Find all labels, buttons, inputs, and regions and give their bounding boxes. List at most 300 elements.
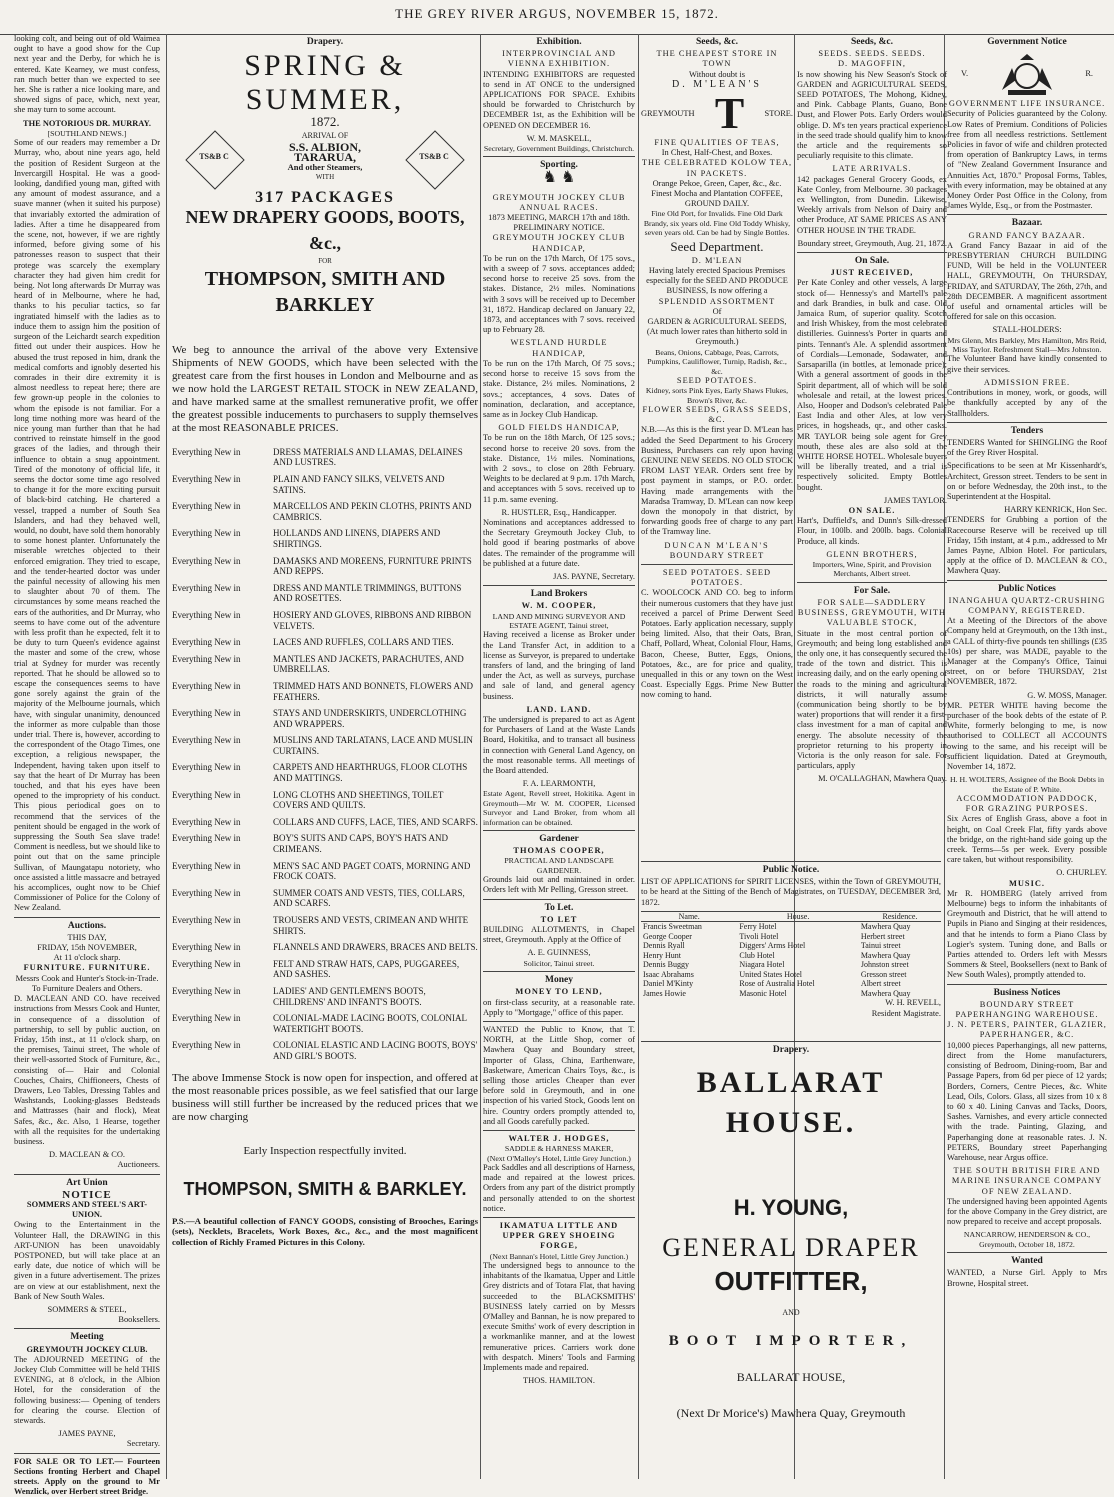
land-title: LAND. LAND. <box>526 704 592 714</box>
races-dates: 1873 MEETING, MARCH 17th and 18th. <box>488 213 630 223</box>
ballarat-address: (Next Dr Morice's) Mawhera Quay, Greymouth <box>676 1406 906 1421</box>
on-sale-body: Hart's, Duffield's, and Dunn's Silk-dressed Flour, in 100lb. and 200lb. bags. Colonial Produce, all kinds. <box>797 516 947 546</box>
table-cell: Tainui street <box>860 941 901 951</box>
goods-list-lead: Everything New in <box>172 582 241 593</box>
column-2 <box>172 34 478 1479</box>
coffee: Finest Mocha and Plantation COFFEE, GROUND DAILY. <box>651 189 783 209</box>
table-cell: Ferry Hotel <box>739 922 777 932</box>
section-heading-bazaar: Bazaar. <box>1011 218 1043 229</box>
table-cell: Albert street <box>860 979 901 989</box>
goods-list-item <box>172 708 478 729</box>
seed-owner: D. M'LEAN <box>691 255 743 265</box>
section-heading-auctions: Auctions. <box>67 920 107 931</box>
arrival-label: ARRIVAL OF <box>301 131 349 141</box>
glenn-name: GLENN BROTHERS, <box>826 549 918 559</box>
races-signature: JAS. PAYNE, Secretary. <box>553 571 635 581</box>
exhibition-signature: W. M. MASKELL, <box>526 133 592 143</box>
goods-list-item <box>172 610 478 631</box>
quartz-title: INANGAHUA QUARTZ-CRUSHING COMPANY, REGISTERED. <box>948 595 1106 615</box>
table-cell: Herbert street <box>860 931 905 941</box>
auction-subtitle: Messrs Cook and Hunter's Stock-in-Trade. <box>15 973 159 983</box>
handicap-title: GREYMOUTH JOCKEY CLUB HANDICAP, <box>492 233 626 253</box>
exhibition-role: Secretary, Government Buildings, Christchurch. <box>483 144 635 154</box>
meeting-signature: JAMES PAYNE, <box>58 1429 116 1439</box>
goods-list-goods: DRESS MATERIALS AND LLAMAS, DELAINES AND LUSTRES. <box>273 446 463 468</box>
table-cell: Rose of Australia Hotel <box>739 979 815 989</box>
section-heading-exhibition: Exhibition. <box>536 37 582 47</box>
t-logo: T <box>714 88 745 138</box>
goods-list-lead: Everything New in <box>172 474 241 484</box>
auction-title: FURNITURE. FURNITURE. <box>23 963 151 973</box>
goods-list-item <box>172 637 478 648</box>
potato-list: Kidney, sorts Pink Eyes, Early Shaws Flukes, Brown's River, &c. <box>645 386 789 405</box>
handicap-title: WESTLAND HURDLE HANDICAP, <box>510 338 608 358</box>
kolow-tea: THE CELEBRATED KOLOW TEA, IN PACKETS. <box>641 158 793 178</box>
goods-list-goods: COLLARS AND CUFFS, LACE, TIES, AND SCARFS. <box>273 816 478 827</box>
goods-list-goods: FELT AND STRAW HATS, CAPS, PUGGAREES, AND SASHES. <box>273 958 460 980</box>
story-source: [SOUTHLAND NEWS.] <box>47 128 127 138</box>
without-doubt: Without doubt is <box>689 69 745 79</box>
section-heading-wanted: Wanted <box>1011 1256 1043 1267</box>
goods-list-item <box>172 654 478 675</box>
seed-body: Having lately erected Spacious Premises especially for the SEED AND PRODUCE BUSINESS, Is now offering a <box>646 266 788 296</box>
money-title: MONEY TO LEND, <box>515 987 603 997</box>
to-let-signature: A. E. GUINNESS, <box>527 948 591 958</box>
table-cell: Johnston street <box>860 960 909 970</box>
teas-chests: In Chest, Half-Chest, and Boxes. <box>661 148 773 158</box>
white-notice: MR. PETER WHITE having become the purchaser of the book debts of the estate of P. White, formerly belonging to me, is now authorised to COLLECT all ACCOUNTS owing to the same, and his receipt will be sufficient liquidation. Dated at Greymouth, November 14, 1872. <box>947 700 1107 771</box>
store-line <box>641 90 793 138</box>
table-cell: Diggers' Arms Hotel <box>739 941 806 951</box>
exhibition-title: INTERPROVINCIAL AND VIENNA EXHIBITION. <box>502 49 616 69</box>
goods-list-lead: Everything New in <box>172 833 241 844</box>
for-sale-notice: FOR SALE OR TO LET.— Fourteen Sections fronting Herbert and Chapel streets. Apply on the ground to Mr Wenzlick, over Herbert street Bridge. <box>14 1456 160 1497</box>
goods-list-lead: Everything New in <box>172 958 241 969</box>
goods-list-item <box>172 447 478 468</box>
saddlery-title: FOR SALE—SADDLERY BUSINESS, GREYMOUTH, WITH VALUABLE STOCK, <box>797 597 947 628</box>
goods-list-goods: MUSLINS AND TARLATANS, LACE AND MUSLIN CURTAINS. <box>273 735 473 756</box>
goods-list-goods: LACES AND RUFFLES, COLLARS AND TIES. <box>273 637 454 648</box>
cheapest-store: THE CHEAPEST STORE IN TOWN <box>656 49 778 69</box>
hodges-address: (Next O'Malley's Hotel, Little Grey Junction.) <box>487 1153 631 1163</box>
table-cell: Niagara Hotel <box>739 960 785 970</box>
goods-list-goods: PLAIN AND FANCY SILKS, VELVETS AND SATINS. <box>273 474 445 495</box>
goods-list-goods: MANTLES AND JACKETS, PARACHUTES, AND UMBRELLAS. <box>273 653 464 675</box>
section-heading-land-brokers: Land Brokers <box>530 589 588 600</box>
crest-r: R. <box>1085 69 1093 79</box>
table-cell: Tivoli Hotel <box>739 931 779 941</box>
arrival-block <box>172 129 478 193</box>
table-row <box>641 941 941 951</box>
goods-list-lead: Everything New in <box>172 1040 241 1051</box>
meeting-title: GREYMOUTH JOCKEY CLUB. <box>26 1344 148 1354</box>
goods-list-item <box>172 888 478 909</box>
column-rule <box>638 34 639 1479</box>
white-signature: H. H. WOLTERS, Assignee of the Book Debts in the Estate of P. White. <box>950 775 1104 794</box>
goods-list-goods: TRIMMED HATS AND BONNETS, FLOWERS AND FEATHERS. <box>273 680 474 702</box>
goods-list-goods: CARPETS AND HEARTHRUGS, FLOOR CLOTHS AND MATTINGS. <box>273 762 468 784</box>
tenders-body: Specifications to be seen at Mr Kissenhardt's, Architect, Gresson street. Tenders to be sent in on or before Wednesday, the 20th inst., to the Superintendent at the Hospital. <box>947 461 1107 501</box>
cooper-body: Having received a license as Broker under the Land Transfer Act, in addition to a license as Surveyor, is prepared to undertake transfers of land, and the bringing of land under the Act, as well as surveys, purchase and sale of land, and general agency business. <box>483 630 635 701</box>
goods-list-goods: DAMASKS AND MOREENS, FURNITURE PRINTS AND REPPS. <box>273 555 472 577</box>
goods-list-item <box>172 790 478 811</box>
and-label: AND <box>782 1307 800 1317</box>
table-cell: Francis Sweetman <box>643 922 702 932</box>
table-row <box>641 932 941 942</box>
section-heading-drapery: Drapery. <box>772 1045 810 1055</box>
section-heading-meeting: Meeting <box>70 1332 104 1343</box>
band-note: The Volunteer Band have kindly consented to give their services. <box>947 354 1107 374</box>
goods-list <box>172 447 478 1062</box>
story-body: Some of our readers may remember a Dr Murray, who, about nine years ago, held the position of Resident Surgeon at the Invercargill Hospital. He was a good-looking, dandified young man, gifted with any amount of modest assurance, and a suave manner (when it suited his purpose) that invariably extorted the admiration of ladies. After a time he disappeared from the scene, not, however, if we are rightly informed, before giving some of his patronesses reason to suspect that their protege was scarcely the exemplary character they had given him credit for being. Not long afterwards Dr Murray was heard of in Melbourne, where he had, thanks to his peculiar tactics, so far ingratiated himself with the ladies as to induce them to assign him the position of surgeon of the Leichardt search expedition fitted out under their auspices. How he abused the trust reposed in him, drank the medical comforts and ignobly deserted his comrades in their dire extremity it is almost needless to repeat here; there are few grown-up people in the colonies to whom the episode is not familiar. For a long time nothing more was heard of the nice young man further than that he had contrived to reinstate himself in the good graces of the ladies, and through their influence to obtain a snug appointment. Tired of the monotony of official life, it seems the doctor some time ago resolved to change it for the more exciting pursuit of black-bird catching. He chartered a vessel, trapped a number of South Sea Islanders, and had they behaved well, would, no doubt, have sold them honorably to some honest planter. Unfortunately the miserable wretches objected to their enforced emigration. They tried to escape, and the tender-hearted doctor was under the painful necessity of allowing his men to slaughter about 70 of them. The circumstances by some means reached the ears of the authorities, and Dr Murray, who seems to have come out of the adventure with less profit than he expected, felt it to be duty to turn Queen's evidence against the master and some of the crew, whose trial at Sydney for murder was recently reported. That he should be allowed so to escape the consequences seems to have gone sorely against the grain of the majority of the Melbourne journals, which have, with singular unanimity, denounced the informer as more culpable than those under trial. There is, however, according to the correspondent of the Otago Times, one exception, a religious newspaper, the Independent, having taken upon itself to say that the heart of Dr Murray has been touched, and that his eyes have been opened to the impropriety of his conduct. This pious periodical goes on to recommend that the services of the penitent should be engaged in the work of suppressing the South Sea slave trade! Comment is needless, but we should like to point out that on the same principle Sullivan, of Maungatapu notoriety, who once assisted a little massacre and betrayed his accomplices, ought now to be Chief Commissioner of Police for the Colony of New Zealand. <box>14 138 160 913</box>
ad-year: 1872. <box>310 114 340 130</box>
late-arrivals: LATE ARRIVALS. <box>832 164 912 174</box>
goods-list-item <box>172 959 478 980</box>
goods-list-item <box>172 583 478 604</box>
goods-list-lead: Everything New in <box>172 609 241 620</box>
table-row <box>641 960 941 970</box>
table-cell: Mawhera Quay <box>860 922 911 932</box>
goods-list-goods: COLONIAL-MADE LACING BOOTS, COLONIAL WATERTIGHT BOOTS. <box>273 1013 467 1034</box>
paddock-title: ACCOMMODATION PADDOCK, FOR GRAZING PURPOSES. <box>956 794 1098 814</box>
peters-name: J. N. PETERS, PAINTER, GLAZIER, PAPERHANGER, &C. <box>947 1020 1107 1040</box>
goods-list-goods: MARCELLOS AND PEKIN CLOTHS, PRINTS AND CAMBRICS. <box>273 501 472 522</box>
bazaar-body: A Grand Fancy Bazaar in aid of the PRESBYTERIAN CHURCH BUILDING FUND, Will be held in the VOLUNTEER HALL, GREYMOUTH, On THURSDAY, FRIDAY, and SATURDAY, The 26th, 27th, and 28th DECEMBER. A magnificent assortment of useful and ornamental articles will be offered for sale on this occasion. <box>947 240 1107 322</box>
ballarat-house-line: BALLARAT HOUSE, <box>736 1370 846 1385</box>
teas: FINE QUALITIES OF TEAS, <box>654 138 780 148</box>
ship-name: TARARUA, <box>293 149 357 164</box>
masthead: THE GREY RIVER ARGUS, NOVEMBER 15, 1872. <box>0 0 1114 35</box>
ad-outro: The above Immense Stock is now open for inspection, and offered at the most reasonable prices possible, as we feel satisfied that our large business will still further be increased by the reduced prices that we are now charging <box>172 1071 478 1123</box>
peters-body: 10,000 pieces Paperhangings, all new patterns, direct from the Home manufacturers, consisting of Bedroom, Dining-room, Bar and Passage Papers, from 6d per piece of 12 yards; Borders, Corners, Centre Pieces, &c. White Lead, Oils, Colors. Glass, all sizes from 10 x 8 to 60 x 40. Lining Canvas and Tacks, Doors, Sashes. Varnishes, and every article connected with the trade. Painting, Glazing, and Paperhanging done at reasonable rates. J. N. PETERS, Boundary street Paperhanging Warehouse, near Argus office. <box>947 1040 1107 1162</box>
goods-list-item <box>172 556 478 577</box>
table-row <box>641 970 941 980</box>
section-heading-public-notices: Public Notices <box>998 583 1056 594</box>
section-heading-government-notice: Government Notice <box>987 37 1067 47</box>
gardener-title: PRACTICAL AND LANDSCAPE GARDENER. <box>504 856 614 875</box>
goods-list-lead: Everything New in <box>172 680 241 691</box>
art-union-role: Booksellers. <box>118 1315 160 1325</box>
goods-list-item <box>172 986 478 1007</box>
goods-list-item <box>172 1040 478 1061</box>
ballarat-title: BALLARAT HOUSE. <box>696 1066 886 1140</box>
just-body: Per Kate Conley and other vessels, A large stock of— Hennessy's and Martell's pale and dark Brandies, in bulk and case. Old Jamaica Rum, of superior quality. Scotch and Irish Whiskey, from the most celebrated distilleries. Guinness's Porter in quarts and pints. Tennant's Ale. A splendid assortment of Cordials—Lemonade, Sodawater, and Sarsaparilla (in bottles, at lemonade price); With a general assortment of goods in the Spirit department, all of which will be sold wholesale and retail, at the lowest prices. Also, Hooper and Dodson's celebrated Pale East India and other Ales, at low very prices, in hogsheads, qr., and other casks. MR TAYLOR being sole agent for Grey mouth, these ales are also sold at the WHITE HORSE HOTEL. Wholesale buyers will be liberally treated, and a trial is respectively solicited. Empty Bottles bought. <box>797 278 947 492</box>
auction-role: Auctioneers. <box>117 1160 160 1170</box>
headline: THE NOTORIOUS DR. MURRAY. <box>23 118 151 128</box>
table-header: Name. <box>641 911 737 922</box>
forge-address: (Next Bannan's Hotel, Little Grey Junction.) <box>489 1251 629 1261</box>
paddock-body: Six Acres of English Grass, above a foot in height, on Coal Creek Flat, fifty yards above the bridge, on the right-hand side going up the creek. Terms—5s per week. Every possible care taken, but without responsibility. <box>947 814 1107 865</box>
outfitter: OUTFITTER, <box>714 1265 868 1296</box>
goods-list-goods: HOSIERY AND GLOVES, RIBBONS AND RIBBON VELVETS. <box>273 609 472 631</box>
cooper-title: LAND AND MINING SURVEYOR AND ESTATE AGENT, Tainui street, <box>492 611 626 630</box>
table-cell: Henry Hunt <box>643 950 681 960</box>
ad-title: SPRING & SUMMER, <box>244 49 406 117</box>
section-heading-for-sale: For Sale. <box>853 585 891 596</box>
section-heading-art-union: Art Union <box>66 1177 108 1188</box>
crest-v: V. <box>961 69 969 79</box>
ad-intro: We beg to announce the arrival of the above very Extensive Shipments of NEW GOODS, which have been selected with the greatest care from the first houses in London and Melbourne and as we now hold the LARGEST RETAIL STOCK in NEW ZEALAND, and have marked same at the smallest remunerative profit, we offer the greatest possible inducements to purchasers to supply themselves at the most REASONABLE PRICES. <box>172 343 478 434</box>
goods-list-goods: DRESS AND MANTLE TRIMMINGS, BUTTONS AND ROSETTES. <box>273 582 462 604</box>
table-cell: Mawhera Quay <box>860 950 911 960</box>
handicap-body: To be run on the 17th March, Of 75 sovs.; second horse to receive 15 sovs from the stake. Distance, 2½ miles. Nominations, 2 sovs.; acceptances, 4 sovs. Dates of nomination, declaration, and acceptance, same as in Jockey Club Handicap. <box>483 358 635 419</box>
goods-list-lead: Everything New in <box>172 528 241 539</box>
table-header: House. <box>737 911 859 922</box>
music-body: Mr R. HOMBERG (lately arrived from Melbourne) begs to inform the inhabitants of Greymouth and District, that he will attend to Pupils in Piano and Singing at their residences, and that he intends to form a Piano Class by Logier's system. Tuning done, and Balls or Parties attended to. Orders left with Messrs Sommers & Steel, Booksellers (next to Bank of New South Wales), promptly attended to. <box>947 888 1107 980</box>
coat-of-arms-icon <box>998 50 1056 98</box>
saddlery-body: Situate in the most central portion of Greymouth; and being long established and the only one, it has consequently secured the trade of the town and district. This is increasing daily, and on the early opening of the roads to the mining and agricultural districts, it will naturally assume (communication being shortly to be by water) proportions that will render it a first-class investment for a man of capital and energy. The absolute necessity of the proprietor returning to his property in Victoria is the only reason for sale. For particulars, apply <box>797 628 947 771</box>
goods-list-lead: Everything New in <box>172 985 241 996</box>
goods-list-item <box>172 528 478 549</box>
stall-holders: STALL-HOLDERS: <box>992 325 1062 335</box>
goods-list-lead: Everything New in <box>172 653 241 664</box>
goods-list-goods: FLANNELS AND DRAWERS, BRACES AND BELTS. <box>273 942 478 953</box>
land-agent: Estate Agent, Revell street, Hokitika. Agent in Greymouth—Mr W. M. COOPER, Licensed Surveyor and Land Broker, from whom all information can be obtained. <box>483 789 635 827</box>
packages-count: 317 PACKAGES <box>255 189 395 207</box>
goods-list-lead: Everything New in <box>172 762 241 773</box>
table-cell: Masonic Hotel <box>739 988 787 998</box>
column-1 <box>14 34 160 1497</box>
section-heading-sporting: Sporting. <box>540 160 578 171</box>
table-row <box>641 989 941 999</box>
hodges-title: SADDLE & HARNESS MAKER, <box>504 1144 614 1154</box>
table-row <box>641 951 941 961</box>
table-cell: Daniel M'Kinty <box>643 979 694 989</box>
splendid: SPLENDID ASSORTMENT <box>658 296 776 306</box>
seed-note: N.B.—As this is the first year D. M'Lean has added the Seed Department to his Grocery Business, Purchasers can rely upon having GENUINE NEW SEEDS. NO OLD STOCK FROM LAST YEAR. Orders sent free by post payment in stamps, or P.O. order. Having made arrangements with the Maradsa Tramway, D. M'Lean can now keep down the monopoly in that district, by forwarding goods free of charge to any part of the Tramway line. <box>641 425 793 537</box>
section-heading-business-notices: Business Notices <box>993 987 1061 998</box>
goods-list-item <box>172 735 478 756</box>
gardener-name: THOMAS COOPER, <box>513 846 605 856</box>
to-let-title: TO LET <box>540 914 578 924</box>
column-rule <box>480 34 481 1479</box>
table-header: Residence. <box>859 911 941 922</box>
story-continued: looking colt, and being out of old Waimea ought to have a good show for the Cup next year and the Derby, for which he is entered. Kate Kearney, we must confess, ran much better than we expected to see her. She is rather a nice looking mare, and showed signs of pace, which, next year, she may turn to some account. <box>14 34 160 115</box>
music-title: MUSIC. <box>1008 878 1045 888</box>
gov-insurance-title: GOVERNMENT LIFE INSURANCE. <box>948 99 1106 109</box>
potatoes-title: SEED POTATOES. SEED POTATOES. <box>662 567 772 588</box>
revell-role: Resident Magistrate. <box>871 1008 941 1018</box>
store-town: GREYMOUTH <box>641 108 695 118</box>
general-draper: GENERAL DRAPER <box>662 1233 920 1263</box>
goods-list-goods: LADIES' AND GENTLEMEN'S BOOTS, CHILDRENS' AND INFANT'S BOOTS. <box>273 985 426 1007</box>
goods-list-goods: STAYS AND UNDERSKIRTS, UNDERCLOTHING AND WRAPPERS. <box>273 708 467 729</box>
stall-list: Mrs Glenn, Mrs Barkley, Mrs Hamilton, Mrs Reid, Miss Taylor. Refreshment Stall—Mrs Johnston. <box>947 335 1107 355</box>
auction-to-dealers: To Furniture Dealers and Others. <box>31 983 143 993</box>
firm-name: THOMPSON, SMITH AND BARKLEY <box>204 267 446 316</box>
magoffin-name: D. MAGOFFIN, <box>837 59 907 69</box>
goods-list-lead: Everything New in <box>172 860 241 871</box>
for-label: FOR <box>318 256 332 265</box>
section-heading-gardener: Gardener <box>539 834 579 845</box>
goods-list-lead: Everything New in <box>172 887 241 898</box>
table-cell: George Cooper <box>643 931 692 941</box>
late-address: Boundary street, Greymouth, Aug. 21, 1872. <box>797 238 947 248</box>
brand-mark-right: TS&B C <box>414 139 454 179</box>
ballarat-house-ad <box>641 1038 941 1478</box>
forge-signature: THOS. HAMILTON. <box>523 1376 595 1386</box>
goods-list-lead: Everything New in <box>172 637 241 648</box>
money-body: on first-class security, at a reasonable rate. Apply to "Mortgage," office of this paper. <box>483 997 635 1017</box>
cooper-name: W. M. COOPER, <box>521 601 597 611</box>
auction-date: FRIDAY, 15th NOVEMBER, <box>37 943 137 953</box>
goods-list-item <box>172 501 478 522</box>
goods-list-goods: BOY'S SUITS AND CAPS, BOY'S HATS AND CRIMEANS. <box>273 833 449 855</box>
section-heading-seeds: Seeds, &c. <box>851 37 893 47</box>
auction-body: D. MACLEAN AND CO. have received instructions from Messrs Cook and Hunter, in consequence of a dissolution of partnership, to sell by public auction, on Friday, 15th inst., at 11 o'clock sharp, on the premises, Tainui street, The whole of their well-assorted Stock of Furniture, &c., consisting of— Hair and Colonial Couches, Chairs, Chiffioneers, Chests of Drawers, Leo Tables, Dressing Tables and Washstands, Looking-glasses Bedsteads and Mattrasses (hair and flock), Meat Safes, &c., &c. Also, 1 Hearse, together with all the requisites for the undertaking business. <box>14 994 160 1146</box>
goods-list-goods: HOLLANDS AND LINENS, DIAPERS AND SHIRTINGS. <box>273 528 441 549</box>
table-cell: Dennis Ryall <box>643 941 685 951</box>
goods-line: NEW DRAPERY GOODS, BOOTS, &c., <box>185 206 465 253</box>
goods-list-goods: MEN'S SAC AND PAGET COATS, MORNING AND FROCK COATS. <box>273 860 471 882</box>
goods-list-lead: Everything New in <box>172 708 241 719</box>
goods-list-lead: Everything New in <box>172 501 241 512</box>
goods-list-lead: Everything New in <box>172 942 241 953</box>
to-let-role: Solicitor, Tainui street. <box>523 958 595 968</box>
with-label: WITH <box>315 173 335 182</box>
auction-signature: D. MACLEAN & CO. <box>48 1150 126 1160</box>
section-heading-money: Money <box>545 975 573 986</box>
hodges-name: WALTER J. HODGES, <box>508 1133 610 1143</box>
table-cell: Gresson street <box>860 969 907 979</box>
wanted-north: WANTED the Public to Know, that T. NORTH, at the Little Shop, corner of Mawhera Quay and Boundary street, Importer of Glass, China, Earthenware, Basketware, American Chairs Toys, &c., is selling those articles Cheaper than ever before sold in Greymouth, and in one inspection of his varied Stock, Goods lent on hire. Country orders promptly attended to, and all Goods carefully packed. <box>483 1024 635 1126</box>
goods-list-item <box>172 762 478 783</box>
goods-list-lead: Everything New in <box>172 555 241 566</box>
goods-list-lead: Everything New in <box>172 446 241 457</box>
land-signature: F. A. LEARMONTH, <box>522 779 596 789</box>
hodges-body: Pack Saddles and all descriptions of Harness, made and repaired at the lowest prices. Orders from any part of the district promptly and personally attended to on the shortest notice. <box>483 1162 635 1213</box>
goods-list-lead: Everything New in <box>172 915 241 925</box>
marine-title: THE SOUTH BRITISH FIRE AND MARINE INSURANCE COMPANY OF NEW ZEALAND. <box>951 1166 1103 1196</box>
revell-signature: W. H. REVELL, <box>885 998 941 1008</box>
table-cell: Mawhera Quay <box>860 988 911 998</box>
duncan-name: DUNCAN M'LEAN'S <box>664 540 770 550</box>
spirit-licenses-notice <box>641 858 941 1038</box>
garden-seeds: GARDEN & AGRICULTURAL SEEDS, (At much lower rates than hitherto sold in Greymouth.) <box>646 317 788 347</box>
admission: ADMISSION FREE. <box>983 377 1071 387</box>
saddlery-signature: M. O'CALLAGHAN, Mawhera Quay. <box>818 774 947 784</box>
goods-list-lead: Everything New in <box>172 789 241 800</box>
bazaar-title: GRAND FANCY BAZAAR. <box>968 230 1086 240</box>
table-cell: James Howie <box>643 988 686 998</box>
races-notes: Nominations and acceptances addressed to the Secretary Greymouth Jockey Club, to hold good if bearing postmarks of above dates. The remainder of the programme will be published at a future date. <box>483 517 635 568</box>
flower-seeds: FLOWER SEEDS, GRASS SEEDS, &C. <box>642 404 792 425</box>
table-cell: Club Hotel <box>739 950 775 960</box>
auction-day: THIS DAY, <box>67 932 107 942</box>
seed-potatoes: SEED POTATOES. <box>676 375 758 385</box>
races-title: GREYMOUTH JOCKEY CLUB ANNUAL RACES. <box>492 192 626 212</box>
wanted-nurse: WANTED, a Nurse Girl. Apply to Mrs Browne, Hospital street. <box>947 1268 1107 1288</box>
meeting-body: The ADJOURNED MEETING of the Jockey Club Committee will be held THIS EVENING, at 8 o'clock, in the Albion Hotel, for the consideration of the following business:— Opening of tenders for clearing the course. Election of stewards. <box>14 1354 160 1426</box>
boot-importer: BOOT IMPORTER, <box>668 1333 914 1350</box>
of-label: Of <box>712 306 722 316</box>
licenses-table <box>641 911 941 999</box>
horse-race-icon: ♞ ♞ <box>542 168 576 186</box>
meeting-role: Secretary. <box>126 1439 160 1449</box>
boundary-street: BOUNDARY STREET <box>669 550 765 560</box>
column-4 <box>641 34 793 854</box>
late-body: 142 packages General Grocery Goods, ex Kate Conley, from Melbourne. 30 packages ex Wellington, from Dunedin. Likewise, Weekly arrivals from Nelson of Dairy and other Produce, AT SAME PRICES AS ANY OTHER HOUSE IN THE TRADE. <box>797 174 947 235</box>
goods-list-item <box>172 861 478 882</box>
marine-signature: NANCARROW, HENDERSON & CO., Greymouth, October 18, 1872. <box>963 1230 1091 1249</box>
tenders-signature: HARRY KENRICK, Hon Sec. <box>1004 505 1107 515</box>
goods-list-lead: Everything New in <box>172 735 241 746</box>
ship-name: S.S. ALBION, <box>288 139 362 154</box>
goods-list-item <box>172 1013 478 1034</box>
goods-list-goods: COLONIAL ELASTIC AND LACING BOOTS, BOYS' AND GIRL'S BOOTS. <box>273 1040 478 1061</box>
handicap-body: To be run on the 17th March, Of 175 sovs., with a sweep of 7 sovs. acceptances added; second horse to receive 25 sovs. from the stakes. Distance, 2½ miles. Nominations with 3 sovs will be received up to December 31, 1872. Handicap declared on January 22, 1873, and acceptances with 7 sovs. received up to February 28. <box>483 253 635 335</box>
column-7 <box>947 34 1107 1479</box>
handicap-body: To be run on the 18th March, Of 125 sovs.; second horse to receive 20 sovs. from the stake. Distance, 1½ miles. Nominations, with 2 sovs., to close on 28th February. Weights to be declared at 9 p.m. 17th March, and acceptances with 5 sovs. received up to 11 p.m. same evening. <box>483 433 635 504</box>
section-heading-public-notice: Public Notice. <box>762 865 820 875</box>
tenders-racecourse: TENDERS for Grubbing a portion of the Racecourse Reserve will be received up till Friday, 15th instant, at 4 p.m., addressed to Mr James Payne, Albion Hotel. For particulars, apply at the office of D. MACLEAN & CO., Mawhera Quay. <box>947 515 1107 576</box>
to-let-body: BUILDING ALLOTMENTS, in Chapel street, Greymouth. Apply at the Office of <box>483 925 635 945</box>
woolcock-body: C. WOOLCOCK AND CO. beg to inform their numerous customers that they have just received a parcel of Prime Derwent Seed Potatoes. Early application necessary, supply being limited. Also, that their Oats, Bran, Chaff, Pollard, Wheat, Colonial Flour, Hams, Bacon, Cheese, Butter, Eggs, Onions, Potatoes, &c., are for price and quality, unequalled in this or any town on the West Coast. Especially Eggs. Prime New Butter now coming to hand. <box>641 588 793 700</box>
art-union-body: Owing to the Entertainment in the Volunteer Hall, the DRAWING in this ART-UNION has been unavoidably POSTPONED, but will take place at an early date, due notice of which will be given in a future advertisement. The prizes are on view at our establishment, next the Bank of New South Wales. <box>14 1220 160 1301</box>
handicap-title: GOLD FIELDS HANDICAP, <box>498 423 620 433</box>
contributions: Contributions in money, work, or goods, will be thankfully accepted by any of the Stallholders. <box>947 388 1107 418</box>
auction-time: At 11 o'clock sharp. <box>53 953 121 963</box>
column-3 <box>483 34 635 1479</box>
table-cell: Dennis Buggy <box>643 960 689 970</box>
just-received: JUST RECEIVED, <box>830 268 914 278</box>
ps-note: P.S.—A beautiful collection of FANCY GOODS, consisting of Brooches, Earings (sets), Necklets, Bracelets, Work Boxes, &c., &c., and the most magnificent collection of Richly Framed Pictures in this Colony. <box>172 1215 478 1247</box>
goods-list-item <box>172 817 478 828</box>
brand-mark-left: TS&B C <box>194 139 234 179</box>
art-union-title: SOMMERS AND STEEL'S ART-UNION. <box>26 1199 148 1220</box>
handicapper: R. HUSTLER, Esq., Handicapper. <box>501 507 617 517</box>
goods-list-goods: LONG CLOTHS AND SHEETINGS, TOILET COVERS AND QUILTS. <box>273 789 444 811</box>
paddock-signature: O. CHURLEY. <box>1056 868 1107 878</box>
section-heading-on-sale: On Sale. <box>854 256 890 267</box>
store-name: D. M'LEAN'S <box>672 78 762 90</box>
goods-list-goods: SUMMER COATS AND VESTS, TIES, COLLARS, AND SCARFS. <box>273 887 465 909</box>
firm-name-footer: THOMPSON, SMITH & BARKLEY. <box>183 1178 467 1199</box>
on-sale-title: ON SALE. <box>848 505 896 515</box>
quartz-signature: G. W. MOSS, Manager. <box>1027 690 1107 700</box>
store-word: STORE. <box>764 108 793 118</box>
seed-department: Seed Department. <box>670 238 764 254</box>
magoffin-body: Is now showing his New Season's Stock of GARDEN and AGRICULTURAL SEEDS, SEED POTATOES, The Mohong, Kidney, and Pink. Cabbage Plants, Guano, Bone Dust, and Flower Pots. Early Orders would oblige. D. M's ten years practical experience in the seed trade should qualify him to know the article and the requirements so peculiarly requisite to this climate. <box>797 69 947 161</box>
forge-title: IKAMATUA LITTLE AND UPPER GREY SHOEING FORGE, <box>499 1220 619 1251</box>
section-heading-to-let: To Let. <box>544 902 574 913</box>
quartz-body: At a Meeting of the Directors of the above Company held at Greymouth, on the 13th inst., a CALL of thirty-five pounds ten shillings (£35 10s) per share, was MADE, payable to the Manager at the Company's Office, Tainui street, on or before THURSDAY, 21st NOVEMBER, 1872. <box>947 616 1107 687</box>
gardener-body: Grounds laid out and maintained in order. Orders left with Mr Pelling, Gresson street. <box>483 875 635 895</box>
exhibition-body: INTENDING EXHIBITORS are requested to send in AT ONCE to the undersigned APPLICATIONS FOR SPACE. Exhibits should be forwarded to Christchurch by DECEMBER 1st, as the Exhibition will be OPENED ON DECEMBER 16. <box>483 69 635 130</box>
spirits: Fine Old Port, for Invalids. Fine Old Dark Brandy, six years old. Fine Old Toddy Whisky, seven years old. Can be had by Single Bottles. <box>643 209 791 238</box>
column-5 <box>797 34 947 854</box>
seeds-title: SEEDS. SEEDS. SEEDS. <box>818 49 926 59</box>
table-cell: United States Hotel <box>739 969 803 979</box>
goods-list-goods: TROUSERS AND VESTS, CRIMEAN AND WHITE SHIRTS. <box>273 915 469 936</box>
goods-list-lead: Everything New in <box>172 1013 241 1024</box>
steamers-label: And other Steamers, <box>287 162 363 173</box>
paper-title: BOUNDARY STREET PAPERHANGING WAREHOUSE. <box>955 999 1099 1020</box>
section-heading-drapery: Drapery. <box>306 37 344 47</box>
table-row <box>641 922 941 932</box>
goods-list-item <box>172 942 478 953</box>
land-body: The undersigned is prepared to act as Agent for Purchasers of Land at the Waste Lands Board, Hokitika, and to transact all business in connection with General Land Agency, on the most reasonable terms. All meetings of the Board attended. <box>483 715 635 776</box>
goods-list-lead: Everything New in <box>172 816 241 827</box>
table-row <box>641 979 941 989</box>
goods-list-item <box>172 915 478 936</box>
invitation: Early Inspection respectfully invited. <box>243 1144 407 1157</box>
goods-list-item <box>172 833 478 854</box>
art-union-signature: SOMMERS & STEEL, <box>47 1304 127 1314</box>
column-rule <box>166 34 167 1479</box>
gov-insurance-body: Security of Policies guaranteed by the Colony. Low Rates of Premium. Conditions of Policies free from all needless restrictions. Settlement Policies in favor of wife and children protected from operation of Bankruptcy Laws, in terms of "New Zealand Government Insurance and Annuities Act, 1870." Proposal Forms, Tables, with every information, may be obtained at any Money Order Post Office in the Colony, from James Wylde, Esq., or from the Postmaster. <box>947 109 1107 211</box>
section-heading-tenders: Tenders <box>1010 425 1044 436</box>
